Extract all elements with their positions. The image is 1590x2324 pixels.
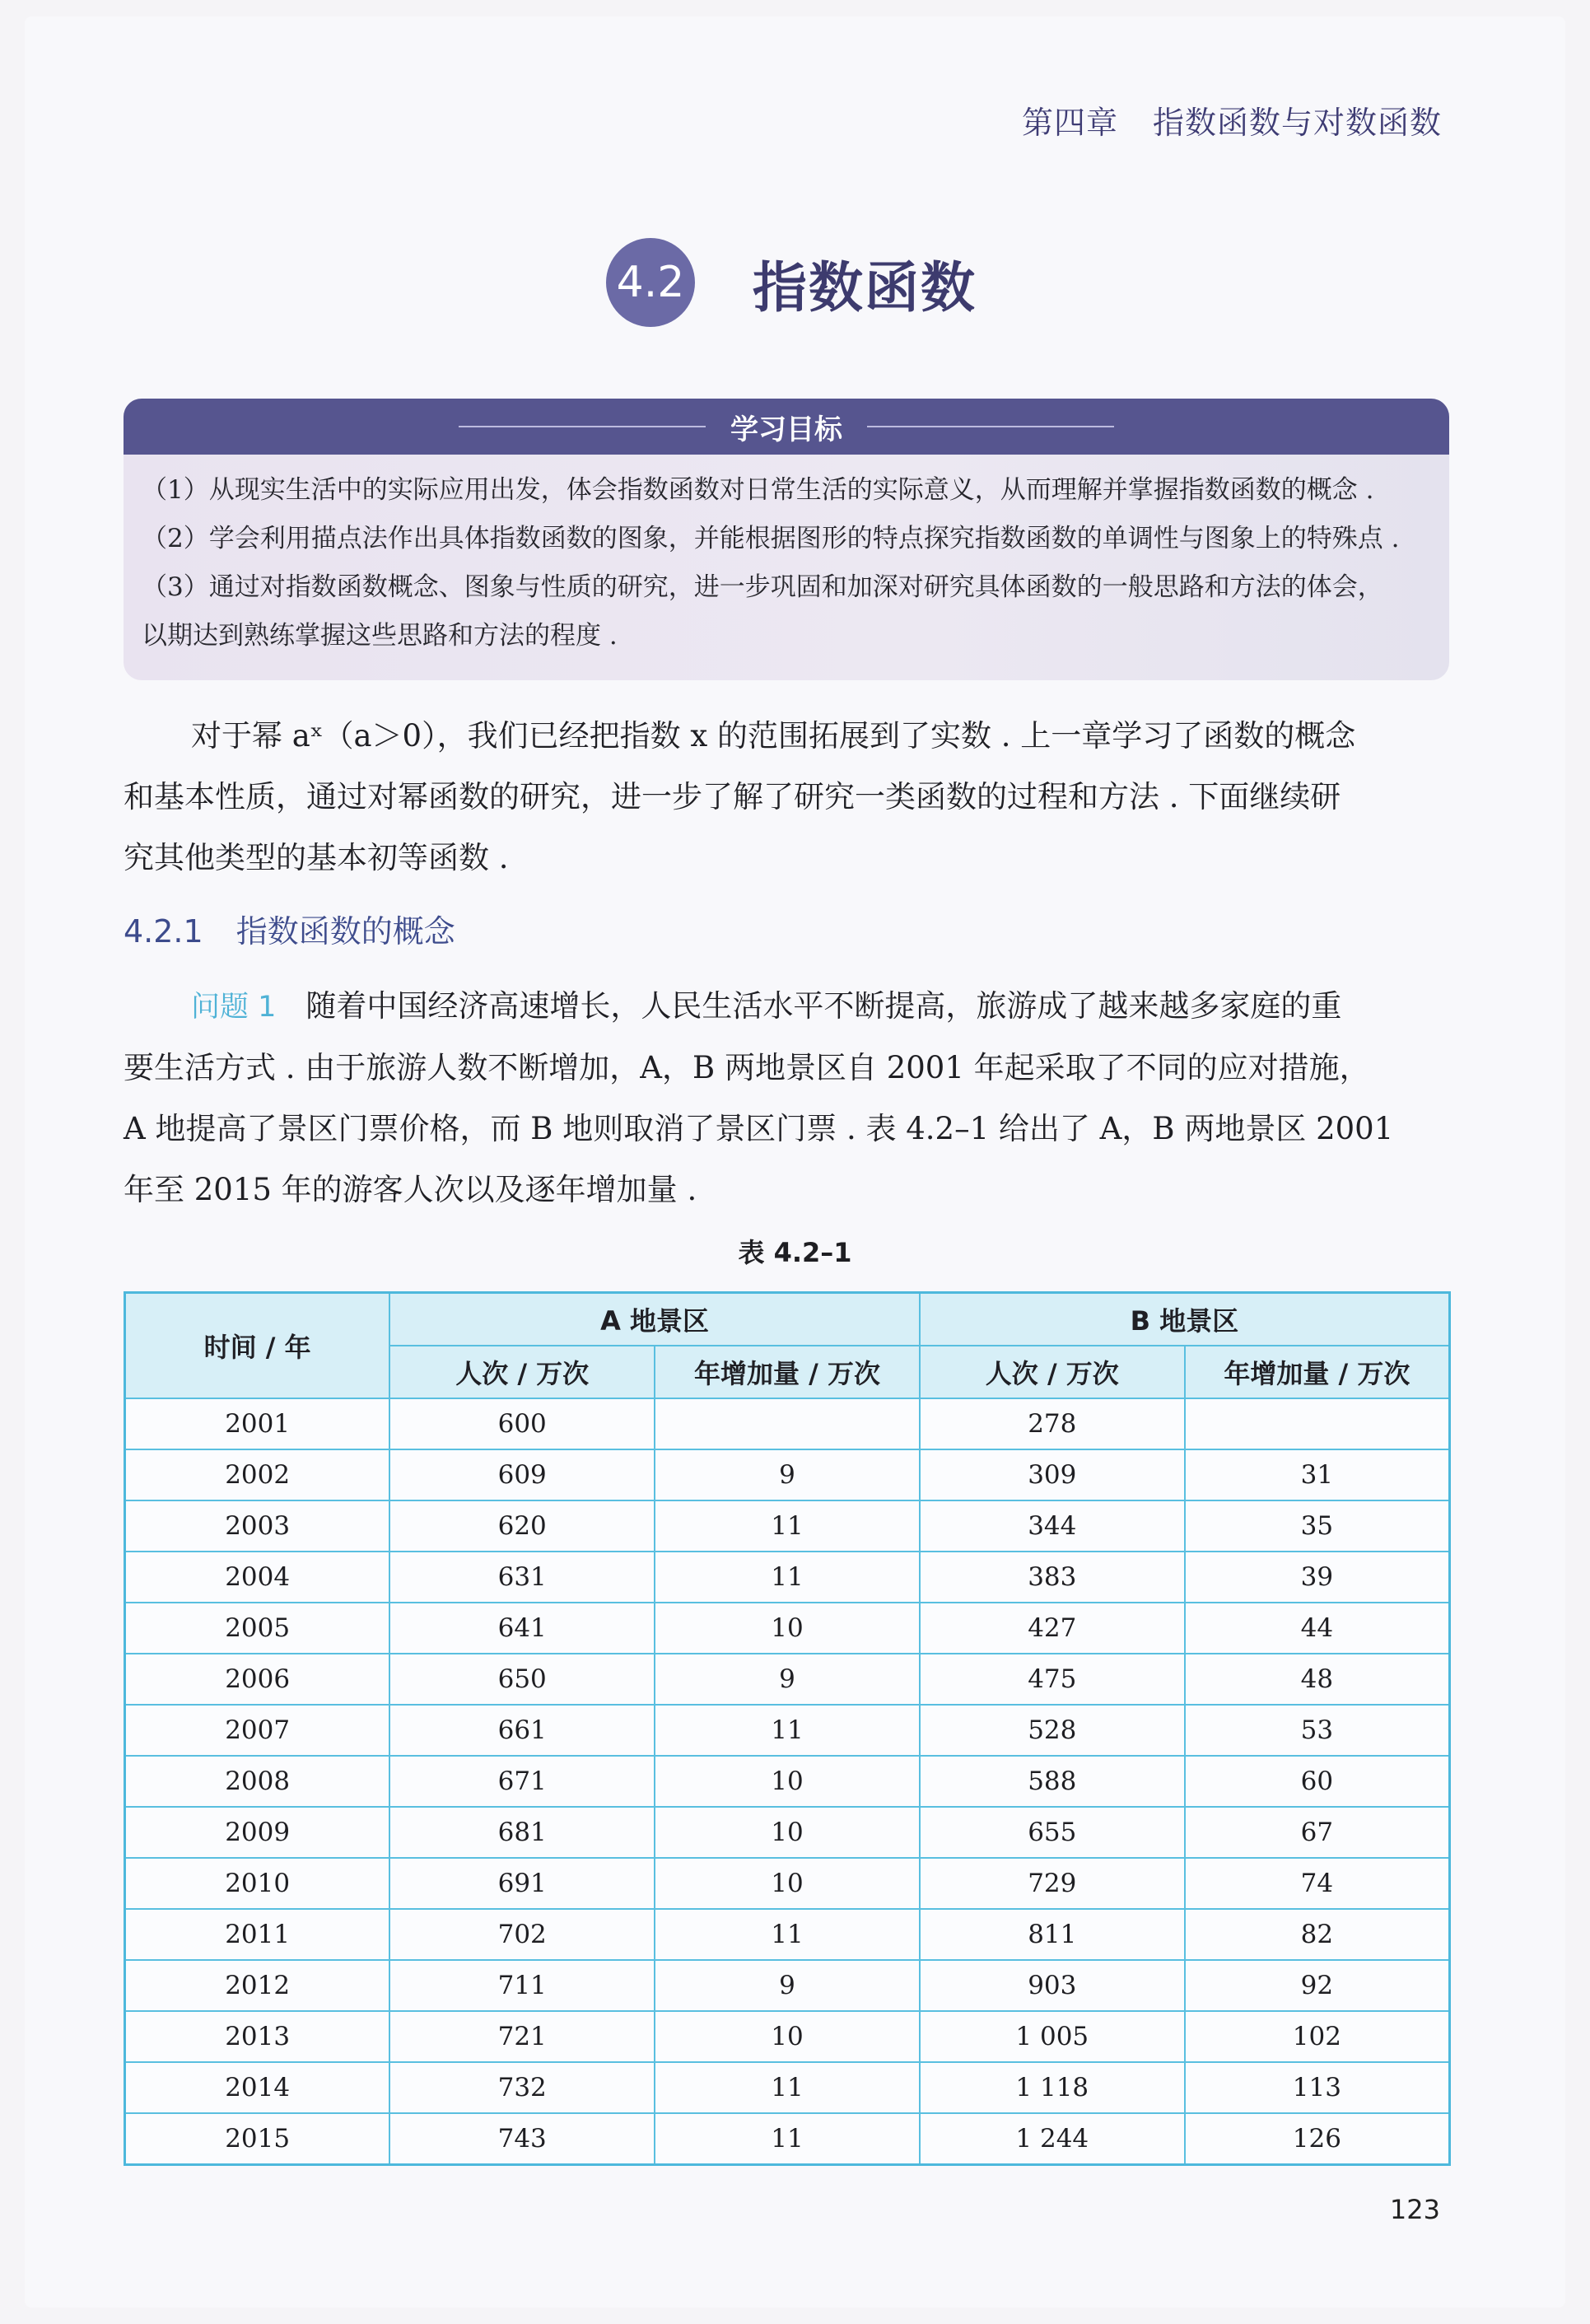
cell-year: 2003 [125,1500,390,1552]
cell-a-increase [655,1398,920,1449]
cell-b-visits: 528 [920,1705,1185,1756]
problem-label: 问题 1 [191,991,277,1024]
header-b-visits: 人次 / 万次 [920,1346,1185,1398]
cell-year: 2009 [125,1807,390,1858]
cell-b-increase: 92 [1185,1960,1450,2011]
cell-year: 2004 [125,1552,390,1603]
subsection-heading [124,906,455,951]
chapter-title: 指数函数与对数函数 [1152,105,1442,141]
goal-item: （1）从现实生活中的实际应用出发，体会指数函数对日常生活的实际意义，从而理解并掌握指数函数的概念 . [142,475,1374,505]
cell-a-increase: 11 [655,2113,920,2165]
cell-a-visits: 702 [389,1909,655,1960]
problem-line: 年至 2015 年的游客人次以及逐年增加量 . [124,1172,697,1207]
problem-paragraph [124,976,1449,1220]
learning-goals-list [124,455,1449,660]
problem-line: A 地提高了景区门票价格，而 B 地则取消了景区门票 . 表 4.2–1 给出了 A，B 两地景区 2001 [124,1111,1394,1146]
cell-b-visits: 383 [920,1552,1185,1603]
header-group-b: B 地景区 [920,1293,1450,1346]
cell-a-increase: 10 [655,1756,920,1807]
table-row [125,1858,1450,1909]
table-row [125,1807,1450,1858]
cell-a-increase: 11 [655,2062,920,2113]
cell-a-visits: 661 [389,1705,655,1756]
table-row [125,1909,1450,1960]
cell-a-increase: 9 [655,1960,920,2011]
cell-a-increase: 11 [655,1552,920,1603]
cell-a-visits: 620 [389,1500,655,1552]
page-number: 123 [1389,2194,1440,2225]
cell-a-visits: 711 [389,1960,655,2011]
cell-year: 2006 [125,1654,390,1705]
cell-b-increase: 48 [1185,1654,1450,1705]
cell-year: 2012 [125,1960,390,2011]
table-row [125,1960,1450,2011]
cell-b-visits: 427 [920,1603,1185,1654]
header-b-increase: 年增加量 / 万次 [1185,1346,1450,1398]
cell-a-increase: 11 [655,1500,920,1552]
table-row [125,1756,1450,1807]
cell-b-increase: 39 [1185,1552,1450,1603]
table-row [125,2011,1450,2062]
cell-b-visits: 1 118 [920,2062,1185,2113]
tourism-table [124,1291,1451,2166]
cell-year: 2010 [125,1858,390,1909]
chapter-header [1022,97,1442,142]
intro-line: 和基本性质，通过对幂函数的研究，进一步了解了研究一类函数的过程和方法 . 下面继续研 [124,779,1341,814]
cell-b-visits: 475 [920,1654,1185,1705]
divider [867,426,1114,427]
cell-a-visits: 691 [389,1858,655,1909]
table-body [125,1398,1450,2165]
cell-b-increase: 53 [1185,1705,1450,1756]
section-number-badge: 4.2 [606,238,695,327]
cell-b-visits: 309 [920,1449,1185,1500]
cell-b-increase: 35 [1185,1500,1450,1552]
cell-b-visits: 344 [920,1500,1185,1552]
header-a-visits: 人次 / 万次 [389,1346,655,1398]
section-heading [606,237,977,328]
cell-year: 2008 [125,1756,390,1807]
cell-a-increase: 9 [655,1449,920,1500]
cell-b-increase: 74 [1185,1858,1450,1909]
cell-a-increase: 11 [655,1705,920,1756]
cell-b-increase: 113 [1185,2062,1450,2113]
cell-a-visits: 743 [389,2113,655,2165]
cell-a-visits: 650 [389,1654,655,1705]
cell-a-increase: 11 [655,1909,920,1960]
cell-b-visits: 278 [920,1398,1185,1449]
subsection-number: 4.2.1 [124,913,203,950]
cell-b-increase: 102 [1185,2011,1450,2062]
goal-item: 以期达到熟练掌握这些思路和方法的程度 . [142,621,618,651]
cell-b-increase: 44 [1185,1603,1450,1654]
table-row [125,1500,1450,1552]
cell-a-visits: 641 [389,1603,655,1654]
cell-year: 2005 [125,1603,390,1654]
intro-line: 究其他类型的基本初等函数 . [124,840,509,875]
cell-b-visits: 588 [920,1756,1185,1807]
cell-a-visits: 631 [389,1552,655,1603]
table-row [125,1552,1450,1603]
learning-goals-header [124,399,1449,455]
cell-a-visits: 671 [389,1756,655,1807]
cell-b-visits: 1 005 [920,2011,1185,2062]
table-caption: 表 4.2–1 [738,1237,852,1268]
cell-b-increase: 67 [1185,1807,1450,1858]
table-row [125,1654,1450,1705]
learning-goals-title: 学习目标 [730,413,842,446]
cell-b-visits: 1 244 [920,2113,1185,2165]
table-row [125,1398,1450,1449]
cell-year: 2015 [125,2113,390,2165]
cell-a-increase: 10 [655,1603,920,1654]
cell-b-increase: 82 [1185,1909,1450,1960]
cell-a-visits: 732 [389,2062,655,2113]
problem-line [124,976,1449,1038]
cell-year: 2011 [125,1909,390,1960]
chapter-number: 第四章 [1021,105,1118,141]
goal-item: （2）学会利用描点法作出具体指数函数的图象，并能根据图形的特点探究指数函数的单调性与图象上的特殊点 . [142,524,1400,553]
intro-line: 对于幂 aˣ（a＞0），我们已经把指数 x 的范围拓展到了实数 . 上一章学习了函数的概念 [191,718,1356,754]
header-group-a: A 地景区 [389,1293,920,1346]
cell-b-increase [1185,1398,1450,1449]
goal-item: （3）通过对指数函数概念、图象与性质的研究，进一步巩固和加深对研究具体函数的一般思路和方法的体会， [142,572,1383,602]
header-year: 时间 / 年 [125,1293,390,1399]
cell-a-increase: 9 [655,1654,920,1705]
table-row [125,2062,1450,2113]
cell-b-visits: 655 [920,1807,1185,1858]
cell-year: 2014 [125,2062,390,2113]
problem-line: 要生活方式 . 由于旅游人数不断增加，A，B 两地景区自 2001 年起采取了不同的应对措施， [124,1050,1370,1085]
cell-a-increase: 10 [655,2011,920,2062]
intro-paragraph [124,706,1449,889]
divider [459,426,706,427]
table-row [125,1449,1450,1500]
problem-text: 随着中国经济高速增长，人民生活水平不断提高，旅游成了越来越多家庭的重 [305,988,1342,1024]
subsection-title: 指数函数的概念 [235,913,455,950]
cell-a-visits: 721 [389,2011,655,2062]
header-a-increase: 年增加量 / 万次 [655,1346,920,1398]
cell-a-increase: 10 [655,1858,920,1909]
cell-b-visits: 811 [920,1909,1185,1960]
table-row [125,2113,1450,2165]
cell-a-increase: 10 [655,1807,920,1858]
learning-goals-box [124,399,1449,680]
table-row [125,1603,1450,1654]
cell-b-increase: 60 [1185,1756,1450,1807]
cell-a-visits: 600 [389,1398,655,1449]
cell-year: 2007 [125,1705,390,1756]
cell-b-increase: 126 [1185,2113,1450,2165]
cell-year: 2001 [125,1398,390,1449]
cell-a-visits: 681 [389,1807,655,1858]
cell-a-visits: 609 [389,1449,655,1500]
cell-b-visits: 903 [920,1960,1185,2011]
cell-year: 2002 [125,1449,390,1500]
table-row [125,1705,1450,1756]
cell-year: 2013 [125,2011,390,2062]
cell-b-increase: 31 [1185,1449,1450,1500]
section-title: 指数函数 [753,255,977,320]
cell-b-visits: 729 [920,1858,1185,1909]
